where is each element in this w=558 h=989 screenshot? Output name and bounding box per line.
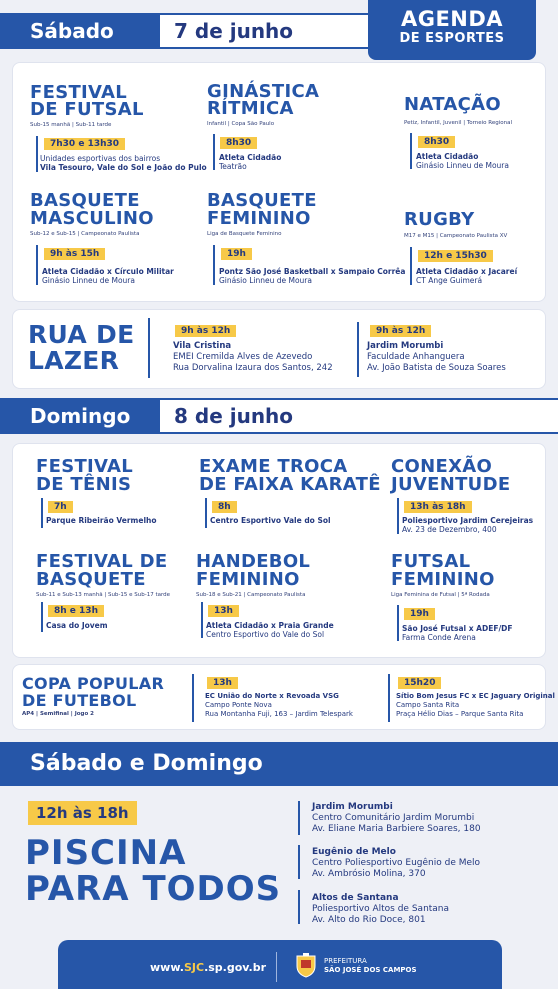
karate-time: 8h xyxy=(212,501,237,513)
karate-title-2: DE FAIXA KARATÊ xyxy=(199,474,381,495)
handebol-info-2: Centro Esportivo do Vale do Sol xyxy=(206,630,325,639)
piscina-loc2-line xyxy=(298,845,300,879)
basq-masc-line xyxy=(36,245,38,285)
piscina-loc3-line xyxy=(298,890,300,924)
saturday-day: Sábado xyxy=(30,19,114,43)
conexao-info-1: Poliesportivo Jardim Cerejeiras xyxy=(402,516,534,525)
fest-basq-line xyxy=(41,602,43,632)
lazer-b-l1: Jardim Morumbi xyxy=(367,341,444,351)
basq-masc-time: 9h às 15h xyxy=(44,248,105,260)
conexao-time: 13h às 18h xyxy=(404,501,472,513)
site-url-pre: www. xyxy=(150,961,184,974)
lazer-a-time: 9h às 12h xyxy=(175,325,236,337)
weekend-band-title: Sábado e Domingo xyxy=(30,751,263,776)
ginastica-sub: Infantil | Copa São Paulo xyxy=(207,121,275,127)
futsal-sub: Sub-15 manhã | Sub-11 tarde xyxy=(30,122,112,128)
lazer-title-1: RUA DE xyxy=(28,320,135,349)
weekend-band xyxy=(0,742,558,786)
lazer-divider xyxy=(148,318,150,378)
piscina-loc2-l2: Av. Ambrósio Molina, 370 xyxy=(312,869,426,879)
copa-b-l1: Sítio Bom Jesus FC x EC Jaguary Original xyxy=(396,692,555,700)
agenda-badge xyxy=(368,0,536,60)
copa-a-time: 13h xyxy=(207,677,238,689)
handebol-line xyxy=(201,602,203,638)
piscina-loc2-l1: Centro Poliesportivo Eugênio de Melo xyxy=(312,858,481,868)
natacao-line xyxy=(410,133,412,169)
sunday-day: Domingo xyxy=(30,404,131,428)
fest-basq-info-1: Casa do Jovem xyxy=(46,621,108,630)
lazer-b-l3: Av. João Batista de Souza Soares xyxy=(367,363,506,373)
piscina-loc1-line xyxy=(298,801,300,835)
natacao-title: NATAÇÃO xyxy=(404,94,501,115)
fest-basq-title-2: BASQUETE xyxy=(36,569,146,590)
karate-info-1: Centro Esportivo Vale do Sol xyxy=(210,516,331,525)
lazer-b-line xyxy=(357,322,359,377)
basq-fem-time: 19h xyxy=(221,248,252,260)
tenis-title-1: FESTIVAL xyxy=(36,456,134,477)
tenis-line xyxy=(41,498,43,528)
site-url-post: .sp.gov.br xyxy=(204,961,267,974)
piscina-loc1-l1: Centro Comunitário Jardim Morumbi xyxy=(312,813,475,823)
fest-basq-sub: Sub-11 e Sub-13 manhã | Sub-15 e Sub-17 tarde xyxy=(36,592,171,598)
rugby-sub: M17 e M15 | Campeonato Paulista XV xyxy=(404,233,508,239)
rugby-title: RUGBY xyxy=(404,209,475,230)
copa-sub: AP4 | Semifinal | Jogo 2 xyxy=(22,711,94,717)
handebol-title-2: FEMININO xyxy=(196,569,300,590)
lazer-b-time: 9h às 12h xyxy=(370,325,431,337)
rugby-info-2: CT Ange Guimerá xyxy=(416,276,483,285)
saturday-band xyxy=(0,13,395,49)
ginastica-info-2: Teatrão xyxy=(219,162,247,171)
ginastica-title-1: GINÁSTICA xyxy=(207,81,320,102)
futsal-fem-info-2: Farma Conde Arena xyxy=(402,633,476,642)
basq-fem-info-1: Pontz São José Basketball x Sampaio Corrêa xyxy=(219,267,406,276)
copa-a-l3: Rua Montanha Fuji, 163 – Jardim Telespark xyxy=(205,710,353,718)
basq-masc-title-2: MASCULINO xyxy=(30,208,154,229)
site-url[interactable] xyxy=(150,961,266,974)
basq-fem-line xyxy=(213,245,215,285)
conexao-title-1: CONEXÃO xyxy=(391,456,493,477)
natacao-info-2: Ginásio Linneu de Moura xyxy=(416,161,509,170)
basq-fem-title-2: FEMININO xyxy=(207,208,311,229)
ginastica-line xyxy=(213,134,215,170)
handebol-time: 13h xyxy=(208,605,239,617)
tenis-title-2: DE TÊNIS xyxy=(36,474,132,495)
basq-fem-title-1: BASQUETE xyxy=(207,190,317,211)
karate-line xyxy=(205,498,207,528)
rugby-line xyxy=(410,247,412,285)
fest-basq-title-1: FESTIVAL DE xyxy=(36,551,168,572)
piscina-loc3-l1: Poliesportivo Altos de Santana xyxy=(312,904,450,914)
basq-fem-sub: Liga de Basquete Feminino xyxy=(207,231,282,237)
city-seal-icon xyxy=(294,952,318,978)
piscina-loc3-name: Altos de Santana xyxy=(312,893,399,903)
copa-b-l3: Praça Hélio Dias – Parque Santa Rita xyxy=(396,710,524,718)
rugby-info-1: Atleta Cidadão x Jacareí xyxy=(416,267,518,276)
ginastica-title-2: RÍTMICA xyxy=(207,98,294,119)
sunday-date: 8 de junho xyxy=(160,398,558,434)
prefeitura-city: SÃO JOSÉ DOS CAMPOS xyxy=(324,966,417,974)
piscina-loc1-name: Jardim Morumbi xyxy=(312,802,393,812)
futsal-info-1: Unidades esportivas dos bairros xyxy=(40,154,161,163)
piscina-title-1: PISCINA xyxy=(25,833,187,873)
copa-b-l2: Campo Santa Rita xyxy=(396,701,460,709)
lazer-b-l2: Faculdade Anhanguera xyxy=(367,352,465,362)
natacao-sub: Petiz, Infantil, Juvenil | Torneio Regional xyxy=(404,120,513,126)
site-url-brand: SJC xyxy=(183,961,205,974)
conexao-title-2: JUVENTUDE xyxy=(391,474,511,495)
ginastica-time: 8h30 xyxy=(220,137,257,149)
prefeitura-label: PREFEITURA xyxy=(324,957,367,965)
conexao-line xyxy=(397,498,399,534)
handebol-info-1: Atleta Cidadão x Praia Grande xyxy=(206,621,334,630)
futsal-title-1: FESTIVAL xyxy=(30,82,128,103)
copa-title-2: DE FUTEBOL xyxy=(22,691,137,710)
copa-b-line xyxy=(388,674,390,722)
natacao-time: 8h30 xyxy=(418,136,455,148)
natacao-info-1: Atleta Cidadão xyxy=(416,152,479,161)
futsal-fem-info-1: São José Futsal x ADEF/DF xyxy=(402,624,513,633)
copa-a-l1: EC União do Norte x Revoada VSG xyxy=(205,692,339,700)
futsal-fem-time: 19h xyxy=(404,608,435,620)
copa-a-l2: Campo Ponte Nova xyxy=(205,701,272,709)
lazer-title-2: LAZER xyxy=(28,346,120,375)
rugby-time: 12h e 15h30 xyxy=(418,250,493,262)
piscina-loc1-l2: Av. Eliane Maria Barbiere Soares, 180 xyxy=(312,824,481,834)
piscina-time: 12h às 18h xyxy=(28,801,137,825)
saturday-date: 7 de junho xyxy=(160,13,395,49)
piscina-title-2: PARA TODOS xyxy=(25,869,282,909)
futsal-fem-title-1: FUTSAL xyxy=(391,551,471,572)
tenis-time: 7h xyxy=(48,501,73,513)
lazer-a-l1: Vila Cristina xyxy=(173,341,232,351)
futsal-info-2: Vila Tesouro, Vale do Sol e João do Pulo xyxy=(40,163,207,172)
copa-b-time: 15h20 xyxy=(398,677,441,689)
lazer-a-l2: EMEI Cremilda Alves de Azevedo xyxy=(173,352,313,362)
fest-basq-time: 8h e 13h xyxy=(48,605,104,617)
copa-a-line xyxy=(192,674,194,722)
conexao-info-2: Av. 23 de Dezembro, 400 xyxy=(402,525,497,534)
futsal-line xyxy=(36,136,38,172)
basq-masc-info-2: Ginásio Linneu de Moura xyxy=(42,276,135,285)
karate-title-1: EXAME TROCA xyxy=(199,456,348,477)
tenis-info-1: Parque Ribeirão Vermelho xyxy=(46,516,157,525)
futsal-fem-title-2: FEMININO xyxy=(391,569,495,590)
agenda-title: AGENDA xyxy=(400,7,504,31)
lazer-a-l3: Rua Dorvalina Izaura dos Santos, 242 xyxy=(173,363,333,373)
handebol-sub: Sub-18 e Sub-21 | Campeonato Paulista xyxy=(196,592,306,598)
futsal-fem-line xyxy=(397,605,399,641)
agenda-subtitle: DE ESPORTES xyxy=(399,31,505,46)
basq-fem-info-2: Ginásio Linneu de Moura xyxy=(219,276,312,285)
piscina-loc3-l2: Av. Alto do Rio Doce, 801 xyxy=(312,915,426,925)
copa-title-1: COPA POPULAR xyxy=(22,674,165,693)
piscina-loc2-name: Eugênio de Melo xyxy=(312,847,396,857)
ginastica-info-1: Atleta Cidadão xyxy=(219,153,282,162)
basq-masc-info-1: Atleta Cidadão x Círculo Militar xyxy=(42,267,174,276)
sunday-band xyxy=(0,398,558,434)
basq-masc-title-1: BASQUETE xyxy=(30,190,140,211)
futsal-fem-sub: Liga Feminina de Futsal | 5ª Rodada xyxy=(391,592,490,598)
basq-masc-sub: Sub-12 e Sub-15 | Campeonato Paulista xyxy=(30,231,140,237)
futsal-title-2: DE FUTSAL xyxy=(30,99,144,120)
footer-divider xyxy=(276,952,277,982)
handebol-title-1: HANDEBOL xyxy=(196,551,311,572)
footer xyxy=(58,940,502,989)
futsal-time: 7h30 e 13h30 xyxy=(44,138,125,150)
